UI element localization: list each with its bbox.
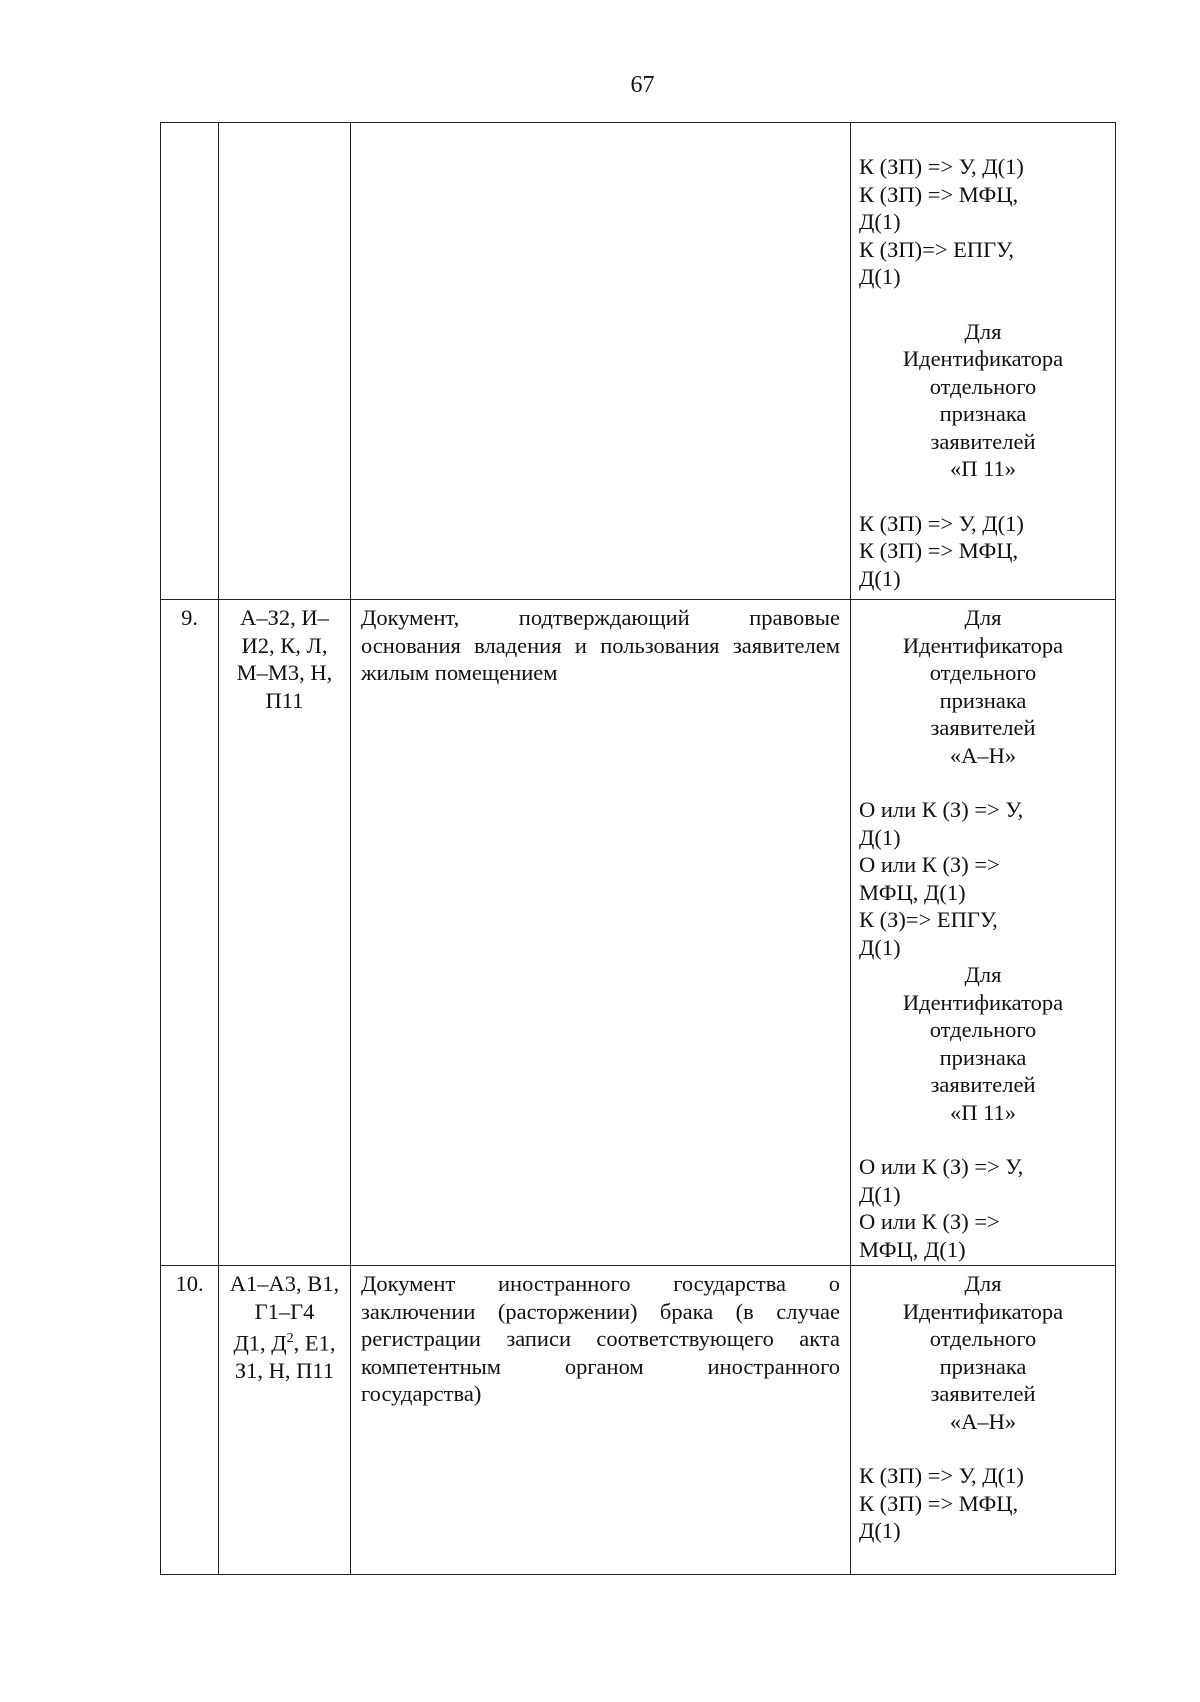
method-line: Д(1): [859, 824, 901, 850]
codes-line: А1–А3, В1,: [229, 1271, 340, 1296]
method-line: К (ЗП) => У, Д(1): [859, 154, 1024, 179]
identifier-heading: заявителей: [930, 1381, 1036, 1406]
codes-line: З1, Н, П11: [234, 1358, 335, 1383]
description-line: основания владения и пользования заявителем: [361, 632, 840, 658]
method-line: Д(1): [859, 1181, 901, 1207]
method-line: Д(1): [859, 264, 901, 289]
identifier-code: «А–Н»: [949, 1408, 1017, 1434]
table-row-9: [161, 600, 1116, 1266]
identifier-heading: Идентификатора: [902, 1298, 1064, 1324]
identifier-heading: заявителей: [930, 715, 1036, 740]
method-line: К (ЗП) => У, Д(1): [859, 510, 1024, 536]
document-description-cell: [351, 123, 851, 600]
method-line: К (ЗП) => У, Д(1): [859, 1463, 1024, 1488]
method-line: МФЦ, Д(1): [859, 879, 966, 905]
submission-method-cell: [851, 600, 1116, 1266]
method-line: К (ЗП) => МФЦ,: [859, 181, 1019, 207]
method-line: Д(1): [859, 934, 901, 960]
method-line: Д(1): [859, 565, 901, 591]
submission-method-cell: [851, 123, 1116, 600]
identifier-code: «А–Н»: [949, 742, 1017, 768]
method-line: Д(1): [859, 1518, 901, 1543]
description-line: регистрации записи соответствующего акта: [361, 1326, 840, 1351]
codes-line: П11: [265, 687, 304, 713]
codes-line: А–З2, И–: [240, 605, 329, 630]
identifier-heading: отдельного: [929, 1017, 1037, 1042]
identifier-heading: Для: [964, 1271, 1002, 1296]
codes-line: М–М3, Н,: [236, 660, 333, 685]
description-line: заключении (расторжении) брака (в случае: [361, 1298, 840, 1324]
row-number-cell: [161, 123, 219, 600]
identifier-heading: отдельного: [929, 1326, 1037, 1351]
codes-line: [224, 1325, 345, 1357]
identifier-code: «П 11»: [949, 456, 1017, 481]
identifier-heading: Идентификатора: [902, 346, 1064, 371]
row-number-cell: 10.: [161, 1266, 219, 1575]
codes-superscript: 2: [286, 1331, 294, 1346]
method-line: К (ЗП)=> ЕПГУ,: [859, 236, 1015, 262]
method-line: Д(1): [859, 209, 901, 234]
identifier-heading: отдельного: [929, 660, 1037, 685]
document-description-cell: [351, 1266, 851, 1575]
description-line: компетентным органом иностранного: [361, 1353, 840, 1379]
table-row-continuation: [161, 123, 1116, 600]
method-line: К (ЗП) => МФЦ,: [859, 1490, 1019, 1516]
identifier-heading: Для: [964, 962, 1002, 987]
method-line: К (ЗП) => МФЦ,: [859, 538, 1019, 563]
method-line: О или К (З) => У,: [859, 1154, 1024, 1179]
identifier-heading: заявителей: [930, 1072, 1036, 1097]
applicant-codes-cell: [219, 123, 351, 600]
document-description-cell: [351, 600, 851, 1266]
codes-line: Г1–Г4: [254, 1298, 315, 1324]
codes-line: И2, К, Л,: [241, 632, 328, 658]
identifier-heading: Для: [964, 605, 1002, 630]
identifier-code: «П 11»: [949, 1099, 1017, 1125]
identifier-heading: признака: [939, 687, 1027, 713]
description-line: государства): [361, 1381, 482, 1406]
table-row-10: [161, 1266, 1116, 1575]
identifier-heading: Идентификатора: [902, 989, 1064, 1015]
method-line: О или К (З) => У,: [859, 797, 1024, 822]
applicant-codes-cell: [219, 1266, 351, 1575]
description-line: Документ, подтверждающий правовые: [361, 605, 840, 630]
method-line: К (З)=> ЕПГУ,: [859, 907, 998, 932]
row-number-cell: 9.: [161, 600, 219, 1266]
identifier-heading: Идентификатора: [902, 632, 1064, 658]
codes-fragment: , Е1,: [293, 1330, 336, 1356]
method-line: О или К (З) =>: [859, 852, 1000, 877]
codes-fragment: Д1, Д: [233, 1330, 287, 1356]
document-table: [160, 122, 1116, 1575]
applicant-codes-cell: [219, 600, 351, 1266]
submission-method-cell: [851, 1266, 1116, 1575]
method-line: МФЦ, Д(1): [859, 1236, 966, 1262]
identifier-heading: Для: [964, 318, 1002, 344]
identifier-heading: признака: [939, 1353, 1027, 1379]
identifier-heading: признака: [939, 1044, 1027, 1070]
method-line: О или К (З) =>: [859, 1209, 1000, 1234]
page-number: 67: [630, 72, 655, 98]
identifier-heading: признака: [939, 401, 1027, 426]
description-line: Документ иностранного государства о: [361, 1271, 840, 1296]
identifier-heading: отдельного: [929, 373, 1037, 399]
identifier-heading: заявителей: [930, 428, 1036, 454]
description-line: жилым помещением: [361, 660, 558, 685]
